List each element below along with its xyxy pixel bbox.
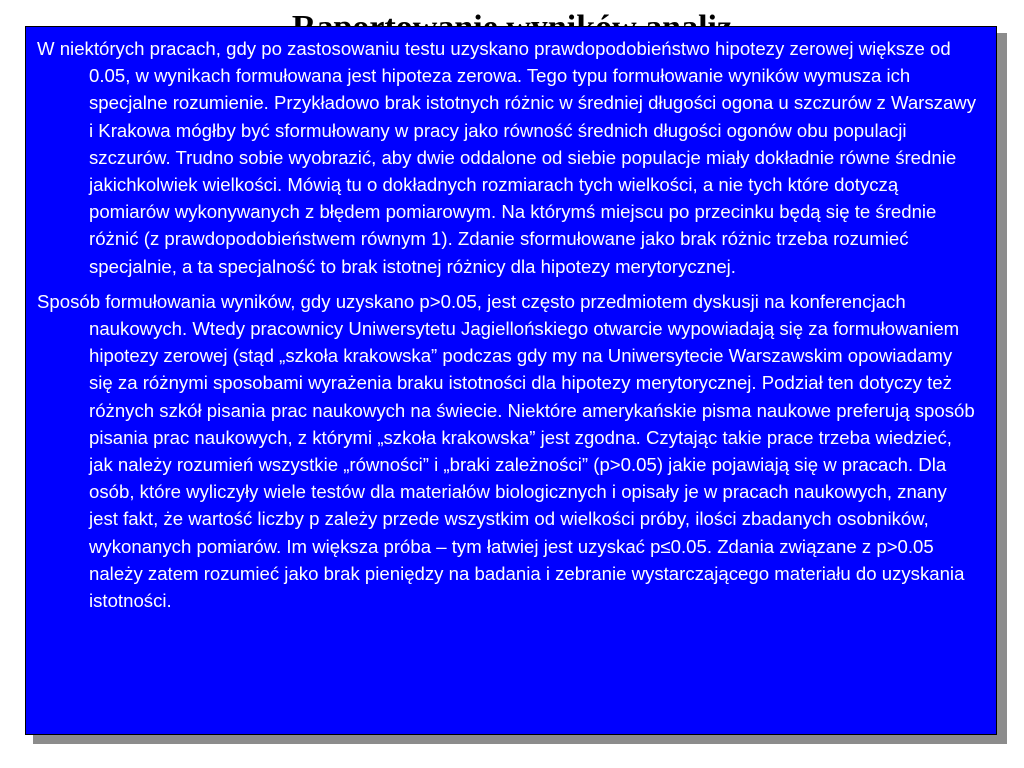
paragraph-reporting-schools: Sposób formułowania wyników, gdy uzyskano p>0.05, jest często przedmiotem dyskusji na konferencjach naukowych. Wtedy pracownicy Uniwersytetu Jagiellońskiego otwarcie wypowiadają się za formułowaniem hipotezy zerowej (stąd „szkoła krakowska” podczas gdy my na Uniwersytecie Warszawskim opowiadamy się za różnymi sposobami wyrażenia braku istotności dla hipotezy merytorycznej. Podział ten dotyczy też różnych szkół pisania prac naukowych na świecie. Niektóre amerykańskie pisma naukowe preferują sposób pisania prac naukowych, z którymi „szkoła krakowska” jest zgodna. Czytając takie prace trzeba wiedzieć, jak należy rozumień wszystkie „równości” i „braki zależności” (p>0.05) jakie pojawiają się w pracach. Dla osób, które wyliczyły wiele testów dla materiałów biologicznych i opisały je w pracach naukowych, znany jest fakt, że wartość liczby p zależy przede wszystkim od wielkości próby, ilości zbadanych osobników, wykonanych pomiarów. Im większa próba – tym łatwiej jest uzyskać p≤0.05. Zdania związane z p>0.05 należy zatem rozumieć jako brak pieniędzy na badania i zebranie wystarczającego materiału do uzyskania istotności. (37, 290, 975, 612)
text-box (25, 26, 997, 735)
paragraph-null-hypothesis: W niektórych pracach, gdy po zastosowaniu testu uzyskano prawdopodobieństwo hipotezy zerowej większe od 0.05, w wynikach formułowana jest hipoteza zerowa. Tego typu formułowanie wyników wymusza ich specjalne rozumienie. Przykładowo brak istotnych różnic w średniej długości ogona u szczurów z Warszawy i Krakowa mógłby być sformułowany w pracy jako równość średnich długości ogonów obu populacji szczurów. Trudno sobie wyobrazić, aby dwie oddalone od siebie populacje miały dokładnie równe średnie jakichkolwiek wielkości. Mówią tu o dokładnych rozmiarach tych wielkości, a nie tych które dotyczą pomiarów wykonywanych z błędem pomiarowym. Na którymś miejscu po przecinku będą się te średnie różnić (z prawdopodobieństwem równym 1). Zdanie sformułowane jako brak różnic trzeba rozumieć specjalnie, a ta specjalność to brak istotnej różnicy dla hipotezy merytorycznej. (37, 38, 977, 277)
